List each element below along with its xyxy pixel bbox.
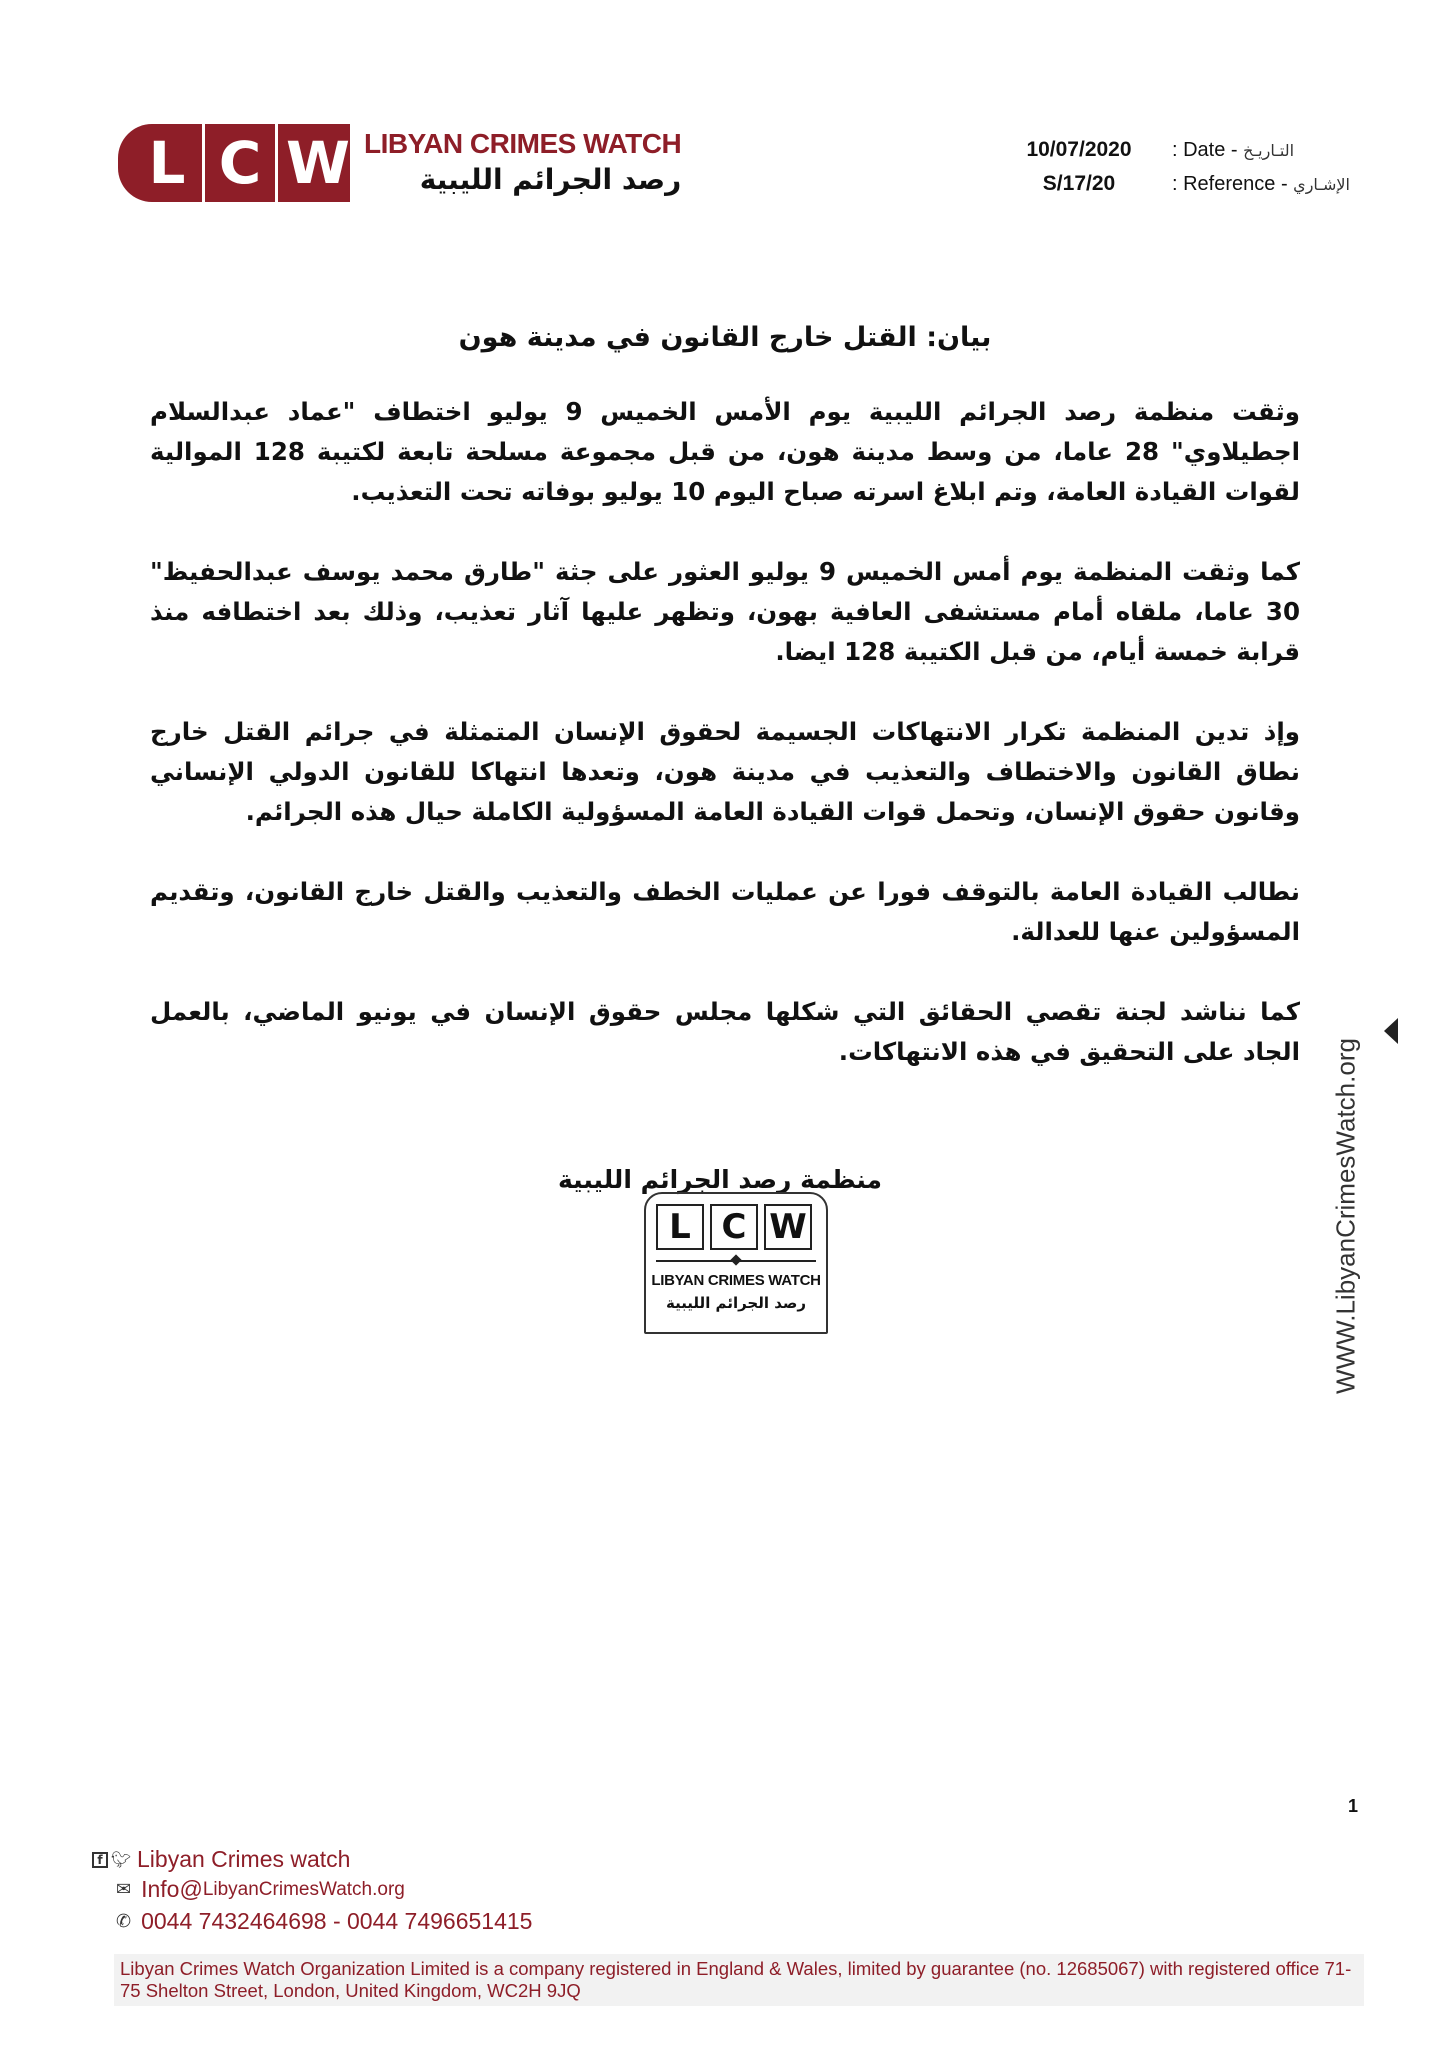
footer-social-text: Libyan Crimes watch: [137, 1846, 351, 1872]
logo-separator: [202, 124, 205, 202]
page-number: 1: [1348, 1796, 1359, 1816]
paragraph: نطالب القيادة العامة بالتوقف فورا عن عمليات الخطف والتعذيب والقتل خارج القانون، وتقديم المسؤولين عنها للعدالة.: [150, 877, 1300, 946]
date-value: 10/07/2020: [1026, 138, 1132, 161]
date-row: [952, 138, 1372, 172]
logo-letter-w: W: [286, 129, 350, 197]
stamp-text-arabic: رصد الجرائم الليبية: [665, 1294, 807, 1312]
stamp-letter-w: W: [764, 1204, 812, 1250]
footer-email-domain: LibyanCrimesWatch.org: [202, 1878, 405, 1900]
paragraph: وثقت منظمة رصد الجرائم الليبية يوم الأمس الخميس 9 يوليو اختطاف "عماد عبدالسلام اجطيلاوي" 28 عاما، من وسط مدينة هون، من قبل مجموعة مسلحة تابعة لكتيبة 128 الموالية لقوات القيادة العامة، وتم ابلاغ اسرته صباح اليوم 10 يوليو بوفاته تحت التعذيب.: [150, 397, 1300, 506]
paragraph: وإذ تدين المنظمة تكرار الانتهاكات الجسيمة لحقوق الإنسان المتمثلة في جرائم القتل خارج نطاق القانون والاختطاف والتعذيب في مدينة هون، وتعدها انتهاكا للقانون الدولي الإنساني وقانون حقوق الإنسان، وتحمل قوات القيادة العامة المسؤولية الكاملة حيال هذه الجرائم.: [150, 717, 1300, 826]
phone-icon: ✆: [116, 1911, 132, 1932]
date-label: [1172, 139, 1372, 162]
logo-wordmark: [364, 127, 681, 199]
footer-phones-text: 0044 7432464698 - 0044 7496651415: [141, 1908, 533, 1934]
logo-text-english: LIBYAN CRIMES WATCH: [364, 128, 682, 159]
statement-body: [150, 312, 1300, 1112]
stamp-letters: [656, 1204, 818, 1250]
date-label-english: : Date -: [1172, 139, 1238, 161]
document-meta: [952, 138, 1372, 206]
reference-label-arabic: الإشـاري: [1293, 175, 1350, 194]
reference-row: [952, 172, 1372, 206]
reference-label-english: : Reference -: [1172, 173, 1288, 195]
twitter-icon: 🐦︎: [111, 1849, 132, 1869]
signature-organization: منظمة رصد الجرائم الليبية: [557, 1165, 883, 1194]
footer-email: [116, 1876, 405, 1903]
paragraph: كما وثقت المنظمة يوم أمس الخميس 9 يوليو العثور على جثة "طارق محمد يوسف عبدالحفيظ" 30 عاما، ملقاه أمام مستشفى العافية بهون، وتظهر عليها آثار تعذيب، وذلك بعد اختطافه منذ قرابة خمسة أيام، من قبل الكتيبة 128 ايضا.: [150, 557, 1300, 666]
reference-value: S/17/20: [1042, 172, 1116, 195]
stamp-letter-l: L: [656, 1204, 704, 1250]
stamp-text-english: LIBYAN CRIMES WATCH: [651, 1272, 821, 1289]
paragraph: كما نناشد لجنة تقصي الحقائق التي شكلها مجلس حقوق الإنسان في يونيو الماضي، بالعمل الجاد على التحقيق في هذه الانتهاكات.: [150, 997, 1300, 1066]
side-arrow-icon: [1384, 1018, 1398, 1044]
footer-registration: Libyan Crimes Watch Organization Limited is a company registered in England & Wales, limited by guarantee (no. 12685067) with registered office 71-75 Shelton Street, London, United Kingdom, WC2H 9JQ: [114, 1954, 1364, 2006]
mail-icon: ✉: [116, 1879, 132, 1900]
logo-text-arabic: رصد الجرائم الليبية: [419, 163, 682, 196]
footer-social: [92, 1846, 350, 1873]
facebook-icon: f: [92, 1852, 108, 1868]
reference-label: [1172, 173, 1372, 196]
logo-letter-c: C: [218, 129, 262, 197]
logo-mark: [118, 124, 350, 202]
statement-title: بيان: القتل خارج القانون في مدينة هون: [458, 322, 992, 353]
logo-letter-l: L: [148, 129, 186, 197]
stamp-diamond-icon: [730, 1254, 741, 1265]
footer-email-prefix: Info@: [141, 1876, 203, 1902]
stamp-letter-c: C: [710, 1204, 758, 1250]
logo-separator: [275, 124, 278, 202]
date-label-arabic: التـاريـخ: [1243, 141, 1295, 160]
header-logo: [118, 124, 681, 202]
organization-stamp: [644, 1192, 828, 1334]
side-website-text: WWW.LibyanCrimesWatch.org: [1330, 1038, 1361, 1394]
footer-phones: [116, 1908, 532, 1935]
